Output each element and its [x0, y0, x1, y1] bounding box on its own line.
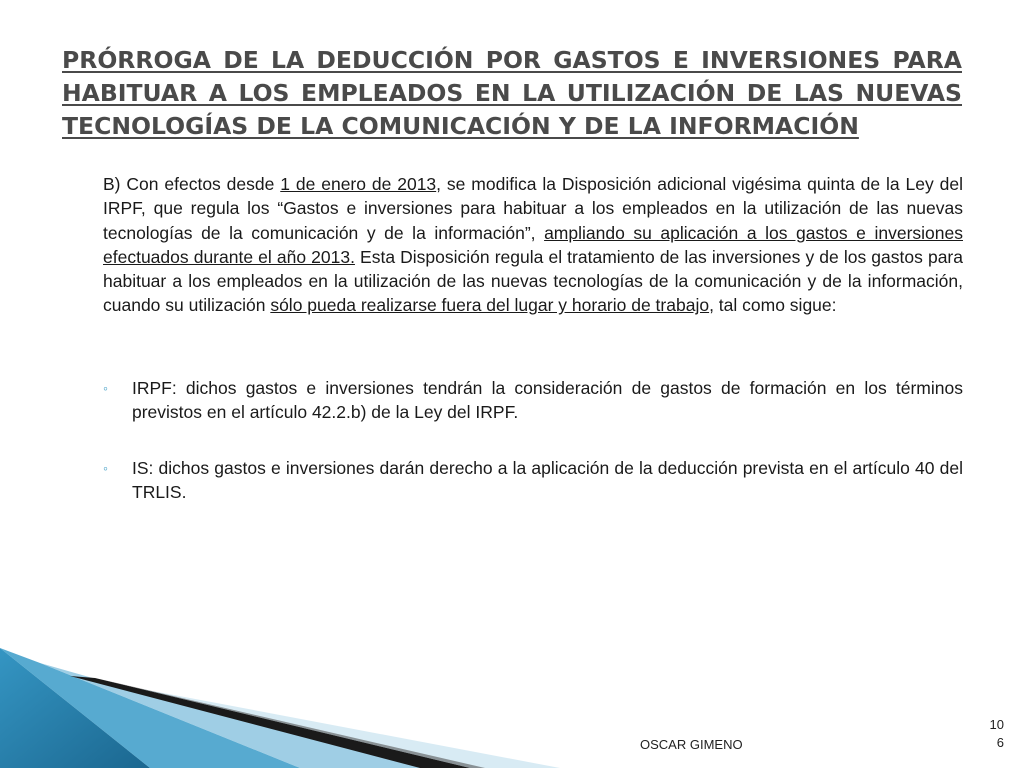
paragraph-underlined-date: 1 de enero de 2013: [280, 174, 437, 194]
paragraph-underlined-scope: ampliando su aplicación a los gastos e inversiones efectuados durante el año 2013.: [103, 222, 963, 267]
paragraph-text-3: Esta Disposición regula el tratamiento de las inversiones y de los gastos para habituar a los empleados en la utilización de las nuevas tecnologías de la comunicación y de la información, cuando su utilización: [103, 246, 963, 316]
paragraph-text-1: B) Con efectos desde: [103, 174, 281, 194]
page-number: [980, 716, 1004, 752]
slide-title: PRÓRROGA DE LA DEDUCCIÓN POR GASTOS E INVERSIONES PARA HABITUAR A LOS EMPLEADOS EN LA UTILIZACIÓN DE LAS NUEVAS TECNOLOGÍAS DE LA COMUNICACIÓN Y DE LA INFORMACIÓN: [62, 46, 962, 140]
bullet-text-is: IS: dichos gastos e inversiones darán derecho a la aplicación de la deducción prevista en el artículo 40 del TRLIS.: [132, 458, 963, 503]
paragraph-underlined-condition: sólo pueda realizarse fuera del lugar y horario de trabajo: [270, 295, 710, 316]
page-number-line-1: 10: [989, 717, 1004, 732]
bullet-circle-icon: ◦: [103, 460, 108, 476]
footer-author: OSCAR GIMENO: [640, 737, 743, 752]
body-paragraph: [103, 172, 963, 318]
paragraph-text-2: , se modifica la Disposición adicional vigésima quinta de la Ley del IRPF, que regula los “Gastos e inversiones para habituar a los empleados en la utilización de las nuevas tecnologías de la comunicación y de la información”,: [103, 174, 964, 243]
page-number-line-2: 6: [996, 735, 1004, 750]
bullet-circle-icon: ◦: [103, 380, 108, 396]
bullet-item-is: [103, 456, 963, 505]
paragraph-text-4: , tal como sigue:: [709, 295, 837, 316]
bullet-item-irpf: [103, 376, 963, 425]
decorative-wave-graphic: [0, 638, 1024, 768]
bullet-text-irpf: IRPF: dichos gastos e inversiones tendrán la consideración de gastos de formación en los términos previstos en el artículo 42.2.b) de la Ley del IRPF.: [132, 378, 963, 423]
